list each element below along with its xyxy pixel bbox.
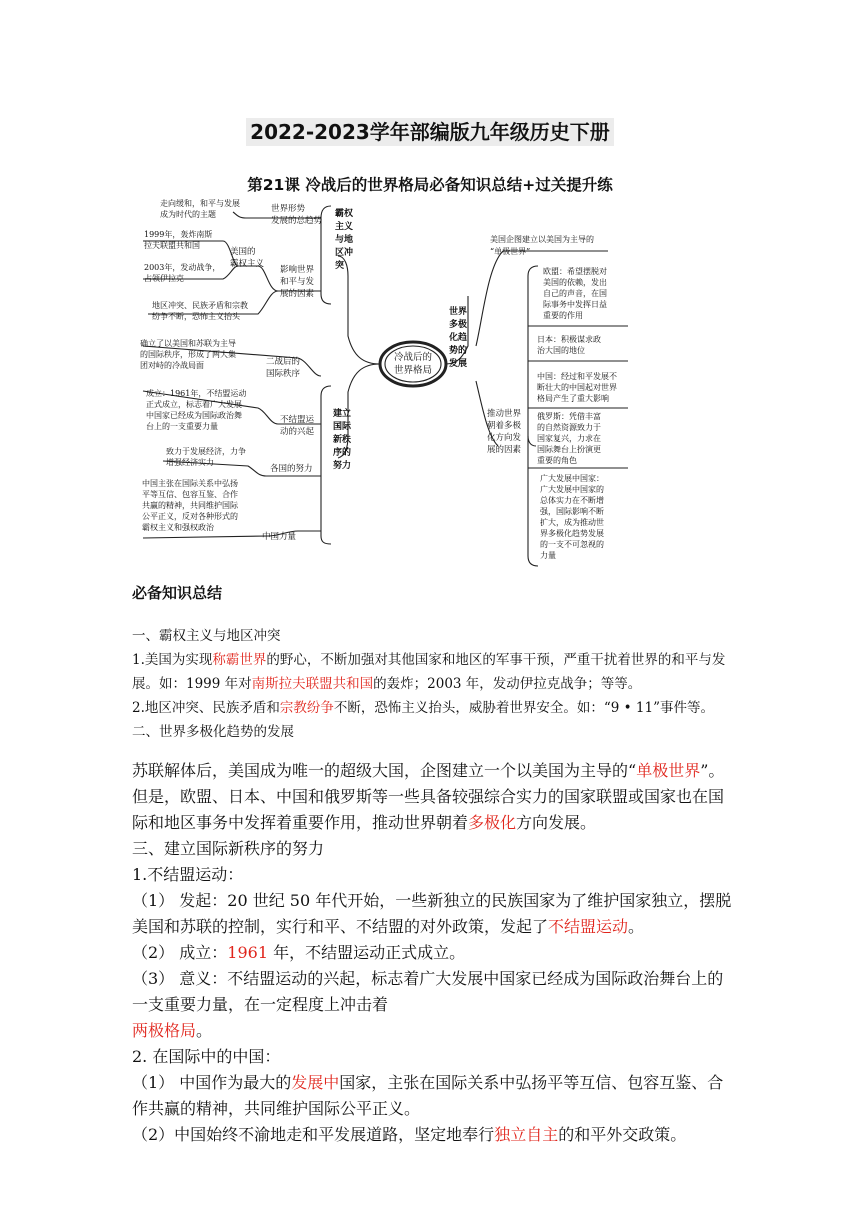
- svg-text:霸权主义和强权政治: 霸权主义和强权政治: [142, 523, 214, 532]
- summary-heading: 必备知识总结: [132, 584, 223, 602]
- svg-text:俄罗斯：凭借丰富: 俄罗斯：凭借丰富: [537, 412, 601, 421]
- svg-text:中国：经过和平发展不: 中国：经过和平发展不: [537, 372, 617, 381]
- svg-text:展的因素: 展的因素: [280, 289, 315, 299]
- branch-hegemony-label: [335, 207, 354, 271]
- svg-text:建立: 建立: [333, 409, 352, 419]
- svg-text:国家复兴，力求在: 国家复兴，力求在: [537, 434, 601, 443]
- svg-text:化趋: 化趋: [449, 333, 468, 343]
- svg-text:总体实力在不断增: 总体实力在不断增: [540, 496, 604, 505]
- highlight: 不结盟运动: [548, 917, 629, 936]
- svg-text:走向缓和，和平与发展: 走向缓和，和平与发展: [160, 199, 240, 208]
- svg-text:国际: 国际: [333, 422, 352, 432]
- section-title: 一、霸权主义与地区冲突: [132, 628, 281, 644]
- svg-text:中国主张在国际关系中弘扬: 中国主张在国际关系中弘扬: [142, 479, 238, 488]
- svg-text:的国际秩序，形成了两大集: 的国际秩序，形成了两大集: [140, 350, 236, 359]
- svg-text:占领伊拉克: 占领伊拉克: [144, 274, 184, 283]
- svg-text:正式成立，标志着广大发展: 正式成立，标志着广大发展: [146, 400, 242, 409]
- svg-text:发展: 发展: [449, 359, 468, 369]
- branch-multipolar-label: [448, 305, 467, 369]
- svg-text:序的: 序的: [333, 448, 352, 458]
- mindmap-center-line1: 冷战后的: [393, 352, 433, 363]
- svg-text:拉夫联盟共和国: 拉夫联盟共和国: [144, 241, 200, 250]
- leaf-china: [537, 371, 617, 403]
- leaf-eu: [543, 266, 607, 320]
- svg-text:美国的依赖，发出: 美国的依赖，发出: [543, 278, 607, 287]
- node-postwar-order: [266, 356, 301, 379]
- highlight: 1961: [227, 943, 268, 962]
- leaf-developing-countries: [540, 473, 604, 560]
- svg-text:世界: 世界: [449, 307, 468, 317]
- svg-text:和平与发: 和平与发: [280, 277, 315, 287]
- svg-text:广大发展中国家：: 广大发展中国家：: [540, 474, 604, 483]
- svg-text:重要的角色: 重要的角色: [537, 456, 577, 465]
- list-item: （1） 发起：20 世纪 50 年代开始，一些新独立的民族国家为了维护国家独立，摆脱美国和苏联的控制，实行和平、不结盟的对外政策，发起了不结盟运动。: [132, 891, 732, 936]
- list-item: （3） 意义：不结盟运动的兴起，标志着广大发展中国家已经成为国际政治舞台上的一支重要力量，在一定程度上冲击着 两极格局。: [132, 969, 724, 1040]
- svg-text:确立了以美国和苏联为主导: 确立了以美国和苏联为主导: [140, 339, 236, 348]
- svg-text:成为时代的主题: 成为时代的主题: [160, 210, 216, 219]
- svg-text:世界形势: 世界形势: [271, 204, 306, 214]
- svg-text:际事务中发挥日益: 际事务中发挥日益: [543, 300, 607, 309]
- leaf-2003-iraq: [144, 262, 220, 283]
- svg-text:中国家已经成为国际政治舞: 中国家已经成为国际政治舞: [146, 411, 242, 420]
- node-national-efforts: [270, 463, 313, 474]
- list-item: （2）中国始终不渝地走和平发展道路，坚定地奉行独立自主的和平外交政策。: [132, 1125, 687, 1144]
- leaf-regional-conflict: [152, 300, 248, 322]
- svg-text:展的因素: 展的因素: [487, 445, 522, 455]
- paragraph: 1.美国为实现称霸世界的野心，不断加强对其他国家和地区的军事干预，严重干扰着世界的和平与发展。如：1999 年对南斯拉夫联盟共和国的轰炸；2003 年，发动伊拉克战争；等等。: [132, 652, 726, 692]
- node-influence-factors: [280, 264, 315, 299]
- svg-text:多极: 多极: [449, 320, 468, 330]
- leaf-russia: [537, 411, 601, 465]
- node-driving-factors: [487, 408, 522, 455]
- svg-text:格局产生了重大影响: 格局产生了重大影响: [537, 394, 609, 403]
- svg-text:美国企图建立以美国为主导的: 美国企图建立以美国为主导的: [490, 235, 594, 244]
- svg-text:治大国的地位: 治大国的地位: [537, 346, 585, 355]
- svg-text:1999年，轰炸南斯: 1999年，轰炸南斯: [144, 230, 213, 239]
- svg-text:地区冲突、民族矛盾和宗教: 地区冲突、民族矛盾和宗教: [152, 301, 248, 310]
- svg-text:自己的声音，在国: 自己的声音，在国: [543, 289, 607, 298]
- subsection-title: 2. 在国际中的中国：: [132, 1047, 281, 1066]
- svg-text:纷争不断，恐怖主义抬头: 纷争不断，恐怖主义抬头: [152, 312, 240, 321]
- section-title: 三、建立国际新秩序的努力: [132, 839, 325, 858]
- svg-text:突: 突: [335, 261, 345, 271]
- leaf-japan: [537, 334, 601, 355]
- svg-text:团对峙的冷战局面: 团对峙的冷战局面: [140, 361, 204, 370]
- svg-text:的一支不可忽视的: 的一支不可忽视的: [540, 540, 604, 549]
- section-title: 二、世界多极化趋势的发展: [132, 724, 294, 740]
- svg-text:2003年，发动战争，: 2003年，发动战争，: [144, 263, 221, 272]
- svg-text:“单极世界”: “单极世界”: [490, 247, 531, 256]
- svg-text:推动世界: 推动世界: [487, 409, 522, 419]
- leaf-peace-development: [160, 198, 240, 219]
- lesson-subtitle: 第21课 冷战后的世界格局必备知识总结+过关提升练: [247, 176, 613, 194]
- mind-map: [138, 196, 638, 568]
- branch-new-order-label: [333, 407, 352, 471]
- svg-text:力量: 力量: [540, 551, 556, 560]
- svg-text:主义: 主义: [335, 222, 354, 232]
- svg-text:影响世界: 影响世界: [280, 265, 315, 275]
- svg-text:动的兴起: 动的兴起: [280, 427, 315, 437]
- svg-text:二战后的: 二战后的: [266, 357, 301, 367]
- leaf-china-stance: [142, 478, 239, 532]
- highlight: 宗教纷争: [279, 700, 334, 716]
- node-us-hegemony: [230, 246, 265, 269]
- svg-text:发展的总趋势: 发展的总趋势: [271, 216, 323, 226]
- leaf-1999-bombing: [144, 229, 212, 250]
- svg-text:新秩: 新秩: [333, 435, 352, 445]
- svg-text:平等互信、包容互鉴、合作: 平等互信、包容互鉴、合作: [142, 490, 238, 499]
- svg-text:日本：积极谋求政: 日本：积极谋求政: [537, 335, 601, 344]
- node-world-trend: [271, 203, 323, 226]
- highlight: 南斯拉夫联盟共和国: [251, 676, 374, 692]
- svg-text:区冲: 区冲: [335, 248, 354, 258]
- svg-text:界多极化趋势发展: 界多极化趋势发展: [540, 529, 604, 538]
- section-hegemony: [132, 624, 738, 744]
- document-title: 2022-2023学年部编版九年级历史下册: [0, 116, 860, 145]
- svg-text:增强经济实力: 增强经济实力: [166, 458, 214, 467]
- svg-text:的自然资源致力于: 的自然资源致力于: [537, 423, 601, 432]
- svg-text:断壮大的中国起对世界: 断壮大的中国起对世界: [537, 383, 617, 392]
- svg-text:国际舞台上扮演更: 国际舞台上扮演更: [537, 445, 601, 454]
- section-multipolar: [132, 758, 738, 1148]
- svg-text:不结盟运: 不结盟运: [280, 415, 315, 425]
- svg-text:强，国际影响不断: 强，国际影响不断: [540, 507, 604, 516]
- paragraph: 苏联解体后，美国成为唯一的超级大国，企图建立一个以美国为主导的“单极世界”。但是，欧盟、日本、中国和俄罗斯等一些具备较强综合实力的国家联盟或国家也在国际和地区事务中发挥着重要作用，推动世界朝着多极化方向发展。: [132, 761, 725, 832]
- svg-text:化方向发: 化方向发: [487, 433, 522, 443]
- svg-text:台上的一支重要力量: 台上的一支重要力量: [146, 422, 218, 431]
- node-unipolar-attempt: [490, 234, 594, 256]
- leaf-1961-founding: [146, 388, 246, 431]
- list-item: （1） 中国作为最大的发展中国家，主张在国际关系中弘扬平等互信、包容互鉴、合作共赢的精神，共同维护国际公平正义。: [132, 1073, 724, 1118]
- svg-text:霸权主义: 霸权主义: [230, 259, 265, 269]
- leaf-economic-development: [166, 446, 246, 467]
- svg-text:与地: 与地: [335, 235, 354, 245]
- svg-text:致力于发展经济，力争: 致力于发展经济，力争: [166, 447, 246, 456]
- subsection-title: 1.不结盟运动：: [132, 865, 244, 884]
- svg-text:国际秩序: 国际秩序: [266, 369, 301, 379]
- highlight: 多极化: [468, 813, 517, 832]
- svg-text:广大发展中国家的: 广大发展中国家的: [540, 485, 604, 494]
- list-item: （2） 成立：1961 年，不结盟运动正式成立。: [132, 943, 466, 962]
- svg-text:势的: 势的: [449, 346, 468, 356]
- highlight: 独立自主: [494, 1125, 559, 1144]
- svg-text:共赢的精神，共同维护国际: 共赢的精神，共同维护国际: [142, 501, 238, 510]
- svg-text:各国的努力: 各国的努力: [270, 464, 313, 474]
- svg-text:欧盟：希望摆脱对: 欧盟：希望摆脱对: [543, 267, 607, 276]
- svg-text:中国力量: 中国力量: [262, 532, 297, 542]
- node-non-aligned: [280, 414, 315, 437]
- highlight: 单极世界: [636, 761, 701, 780]
- leaf-cold-war: [140, 338, 236, 370]
- svg-text:扩大，成为推动世: 扩大，成为推动世: [540, 518, 604, 527]
- svg-text:公平正义，反对各种形式的: 公平正义，反对各种形式的: [142, 512, 238, 521]
- highlight: 称霸世界: [212, 652, 267, 668]
- svg-text:成立：1961年，不结盟运动: 成立：1961年，不结盟运动: [146, 389, 247, 398]
- svg-text:霸权: 霸权: [335, 209, 354, 219]
- node-china-power: [262, 531, 297, 542]
- svg-text:重要的作用: 重要的作用: [543, 311, 583, 320]
- paragraph: 2.地区冲突、民族矛盾和宗教纷争不断，恐怖主义抬头，威胁着世界安全。如：“9 • 11”事件等。: [132, 700, 715, 716]
- mindmap-center-line2: 世界格局: [393, 365, 433, 376]
- svg-text:美国的: 美国的: [230, 247, 256, 257]
- svg-text:努力: 努力: [333, 461, 352, 471]
- svg-text:朝着多极: 朝着多极: [487, 421, 522, 431]
- highlight: 发展中: [291, 1073, 340, 1092]
- highlight: 两极格局: [132, 1021, 197, 1040]
